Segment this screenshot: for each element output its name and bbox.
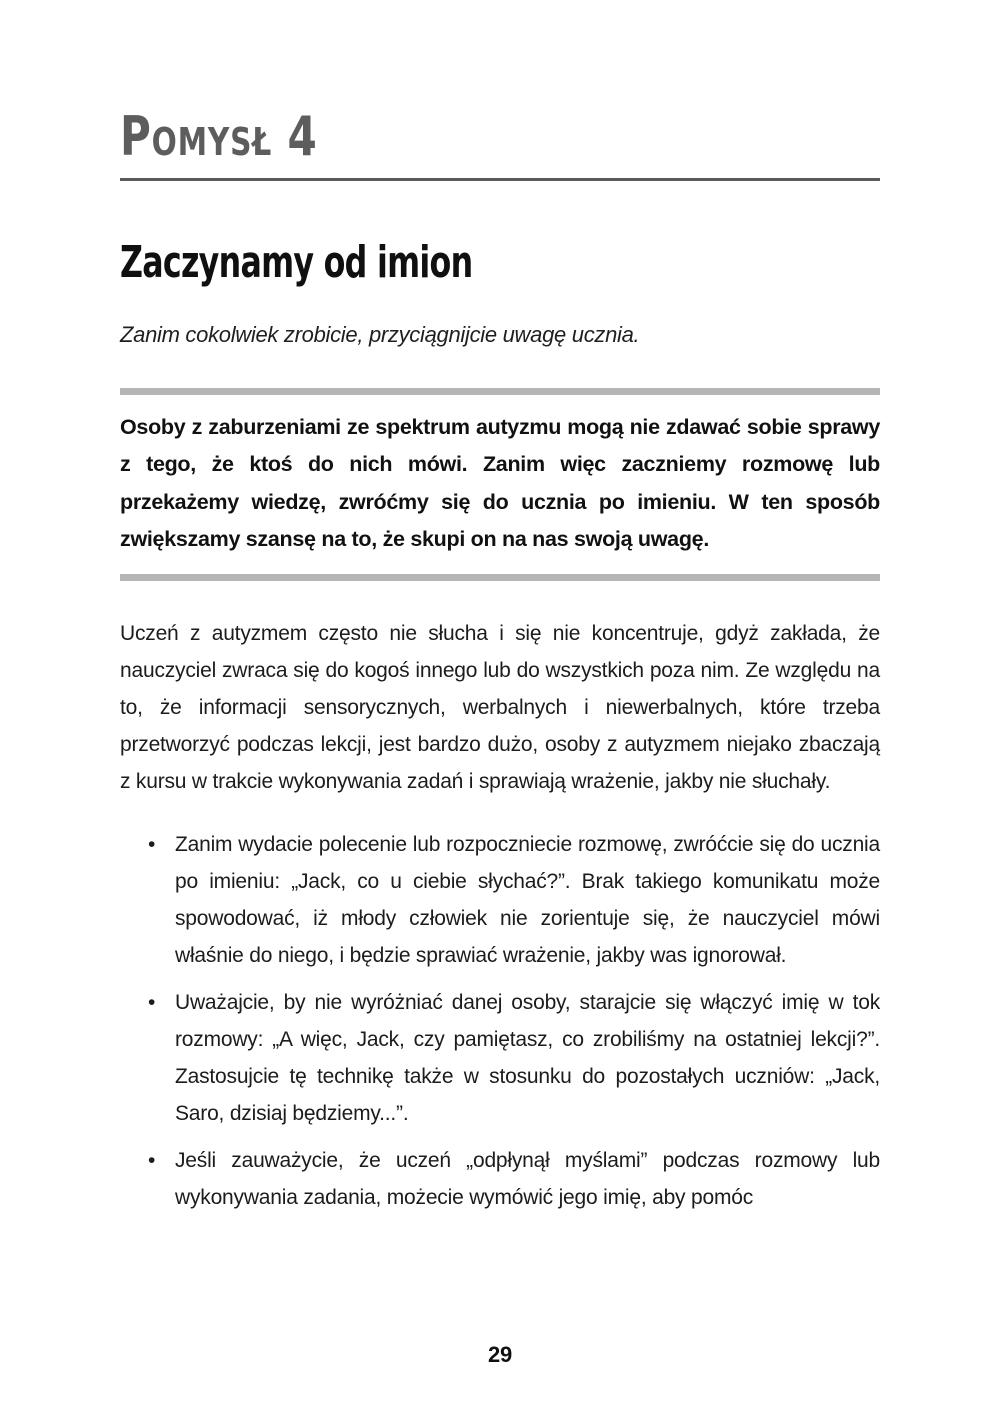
page-title: Zaczynamy od imion	[120, 237, 473, 288]
bullet-list	[120, 826, 880, 1216]
chapter-label: Pomysł 4	[120, 105, 318, 168]
highlight-bar-top	[120, 388, 880, 395]
bullet-item: • Uważajcie, by nie wyróżniać danej osoby, starajcie się włączyć imię w tok rozmowy: „A więc, Jack, czy pamiętasz, co zrobiliśmy na ostatniej lekcji?”. Zastosujcie tę technikę także w stosunku do pozostałych uczniów: „Jack, Saro, dzisiaj będziemy...”.	[120, 984, 880, 1132]
bullet-item: • Jeśli zauważycie, że uczeń „odpłynął myślami” podczas rozmowy lub wykonywania zadania, możecie wymówić jego imię, aby pomóc	[120, 1142, 880, 1216]
intro-paragraph: Uczeń z autyzmem często nie słucha i się nie koncentruje, gdyż zakłada, że nauczyciel zwraca się do kogoś innego lub do wszystkich poza nim. Ze względu na to, że informacji sensorycznych, werbalnych i niewerbalnych, które trzeba przetworzyć podczas lekcji, jest bardzo dużo, osoby z autyzmem niejako zbaczają z kursu w trakcie wykonywania zadań i sprawiają wrażenie, jakby nie słuchały.	[120, 621, 880, 793]
chapter-rule	[120, 178, 880, 181]
bullet-item: • Zanim wydacie polecenie lub rozpoczniecie rozmowę, zwróćcie się do ucznia po imieniu: „Jack, co u ciebie słychać?”. Brak takiego komunikatu może spowodować, iż młody człowiek nie zorientuje się, że nauczyciel mówi właśnie do niego, i będzie sprawiać wrażenie, jakby was ignorował.	[120, 826, 880, 974]
highlight-paragraph: Osoby z zaburzeniami ze spektrum autyzmu mogą nie zdawać sobie sprawy z tego, że ktoś do nich mówi. Zanim więc zaczniemy rozmowę lub przekażemy wiedzę, zwróćmy się do ucznia po imieniu. W ten sposób zwiększamy szansę na to, że skupi on na nas swoją uwagę.	[120, 414, 880, 552]
lead-sentence: Zanim cokolwiek zrobicie, przyciągnijcie uwagę ucznia.	[120, 322, 640, 348]
page-number: 29	[487, 1342, 513, 1367]
highlight-bar-bottom	[120, 574, 880, 581]
